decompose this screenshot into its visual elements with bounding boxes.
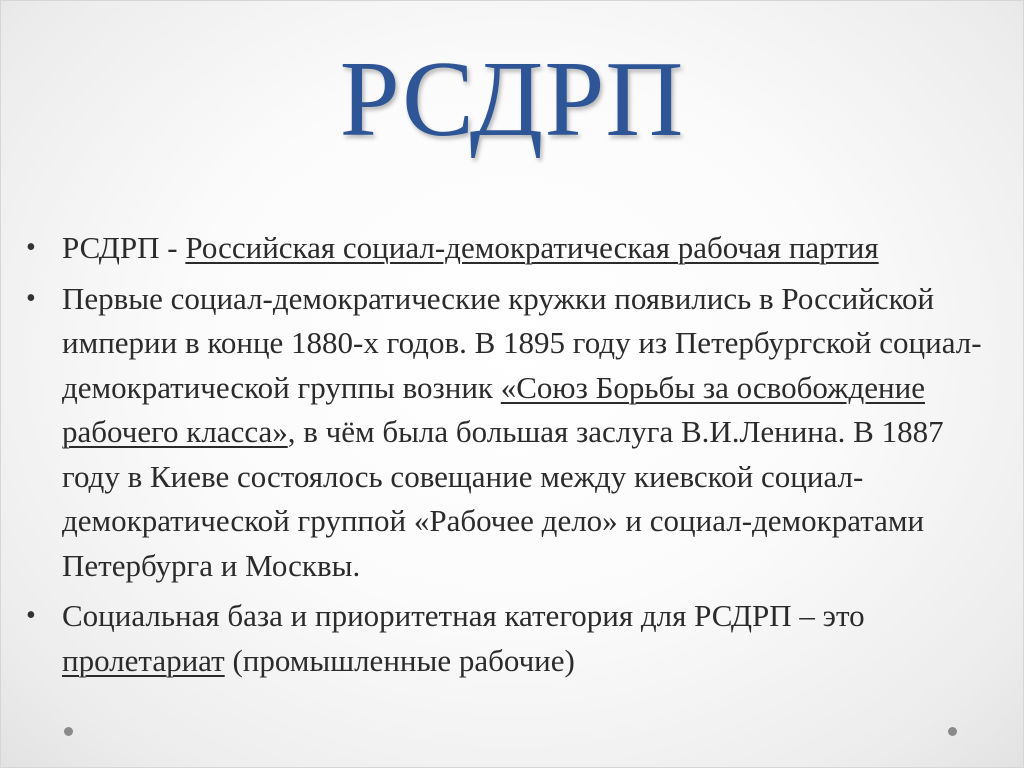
right-dot-icon [948,727,957,736]
union-of-struggle-link[interactable]: «Союз Борьбы за освобождение рабочего класса» [62,369,925,449]
rsdrp-full-name-link[interactable]: Российская социал-демократическая рабочая партия [185,230,879,265]
bullet-icon: • [26,282,36,314]
bullet-item [24,594,984,683]
bullet-text: (промышленные рабочие) [224,642,575,678]
bullet-item [24,277,984,589]
bullet-item [24,226,984,271]
proletariat-link[interactable]: пролетариат [62,642,225,678]
left-dot-icon [64,727,73,736]
bullet-text: РСДРП - [62,230,186,265]
bullet-text: Первые социал-демократические кружки появились в Российской империи в конце 1880-х годов. В 1895 году из Петербургской социал-демократической группы возник [62,280,982,405]
bullet-icon: • [26,600,36,631]
bullet-text: , в чём была большая заслуга В.И.Ленина. В 1887 году в Киеве состоялось совещание между киевской социал-демократической группой «Рабочее дело» и социал-демократами Петербурга и Москвы. [62,414,944,583]
bullet-list [24,226,984,689]
slide-title: РСДРП [339,40,685,159]
bullet-text: Социальная база и приоритетная категория для РСДРП – это [62,598,865,633]
bullet-icon: • [26,232,36,263]
